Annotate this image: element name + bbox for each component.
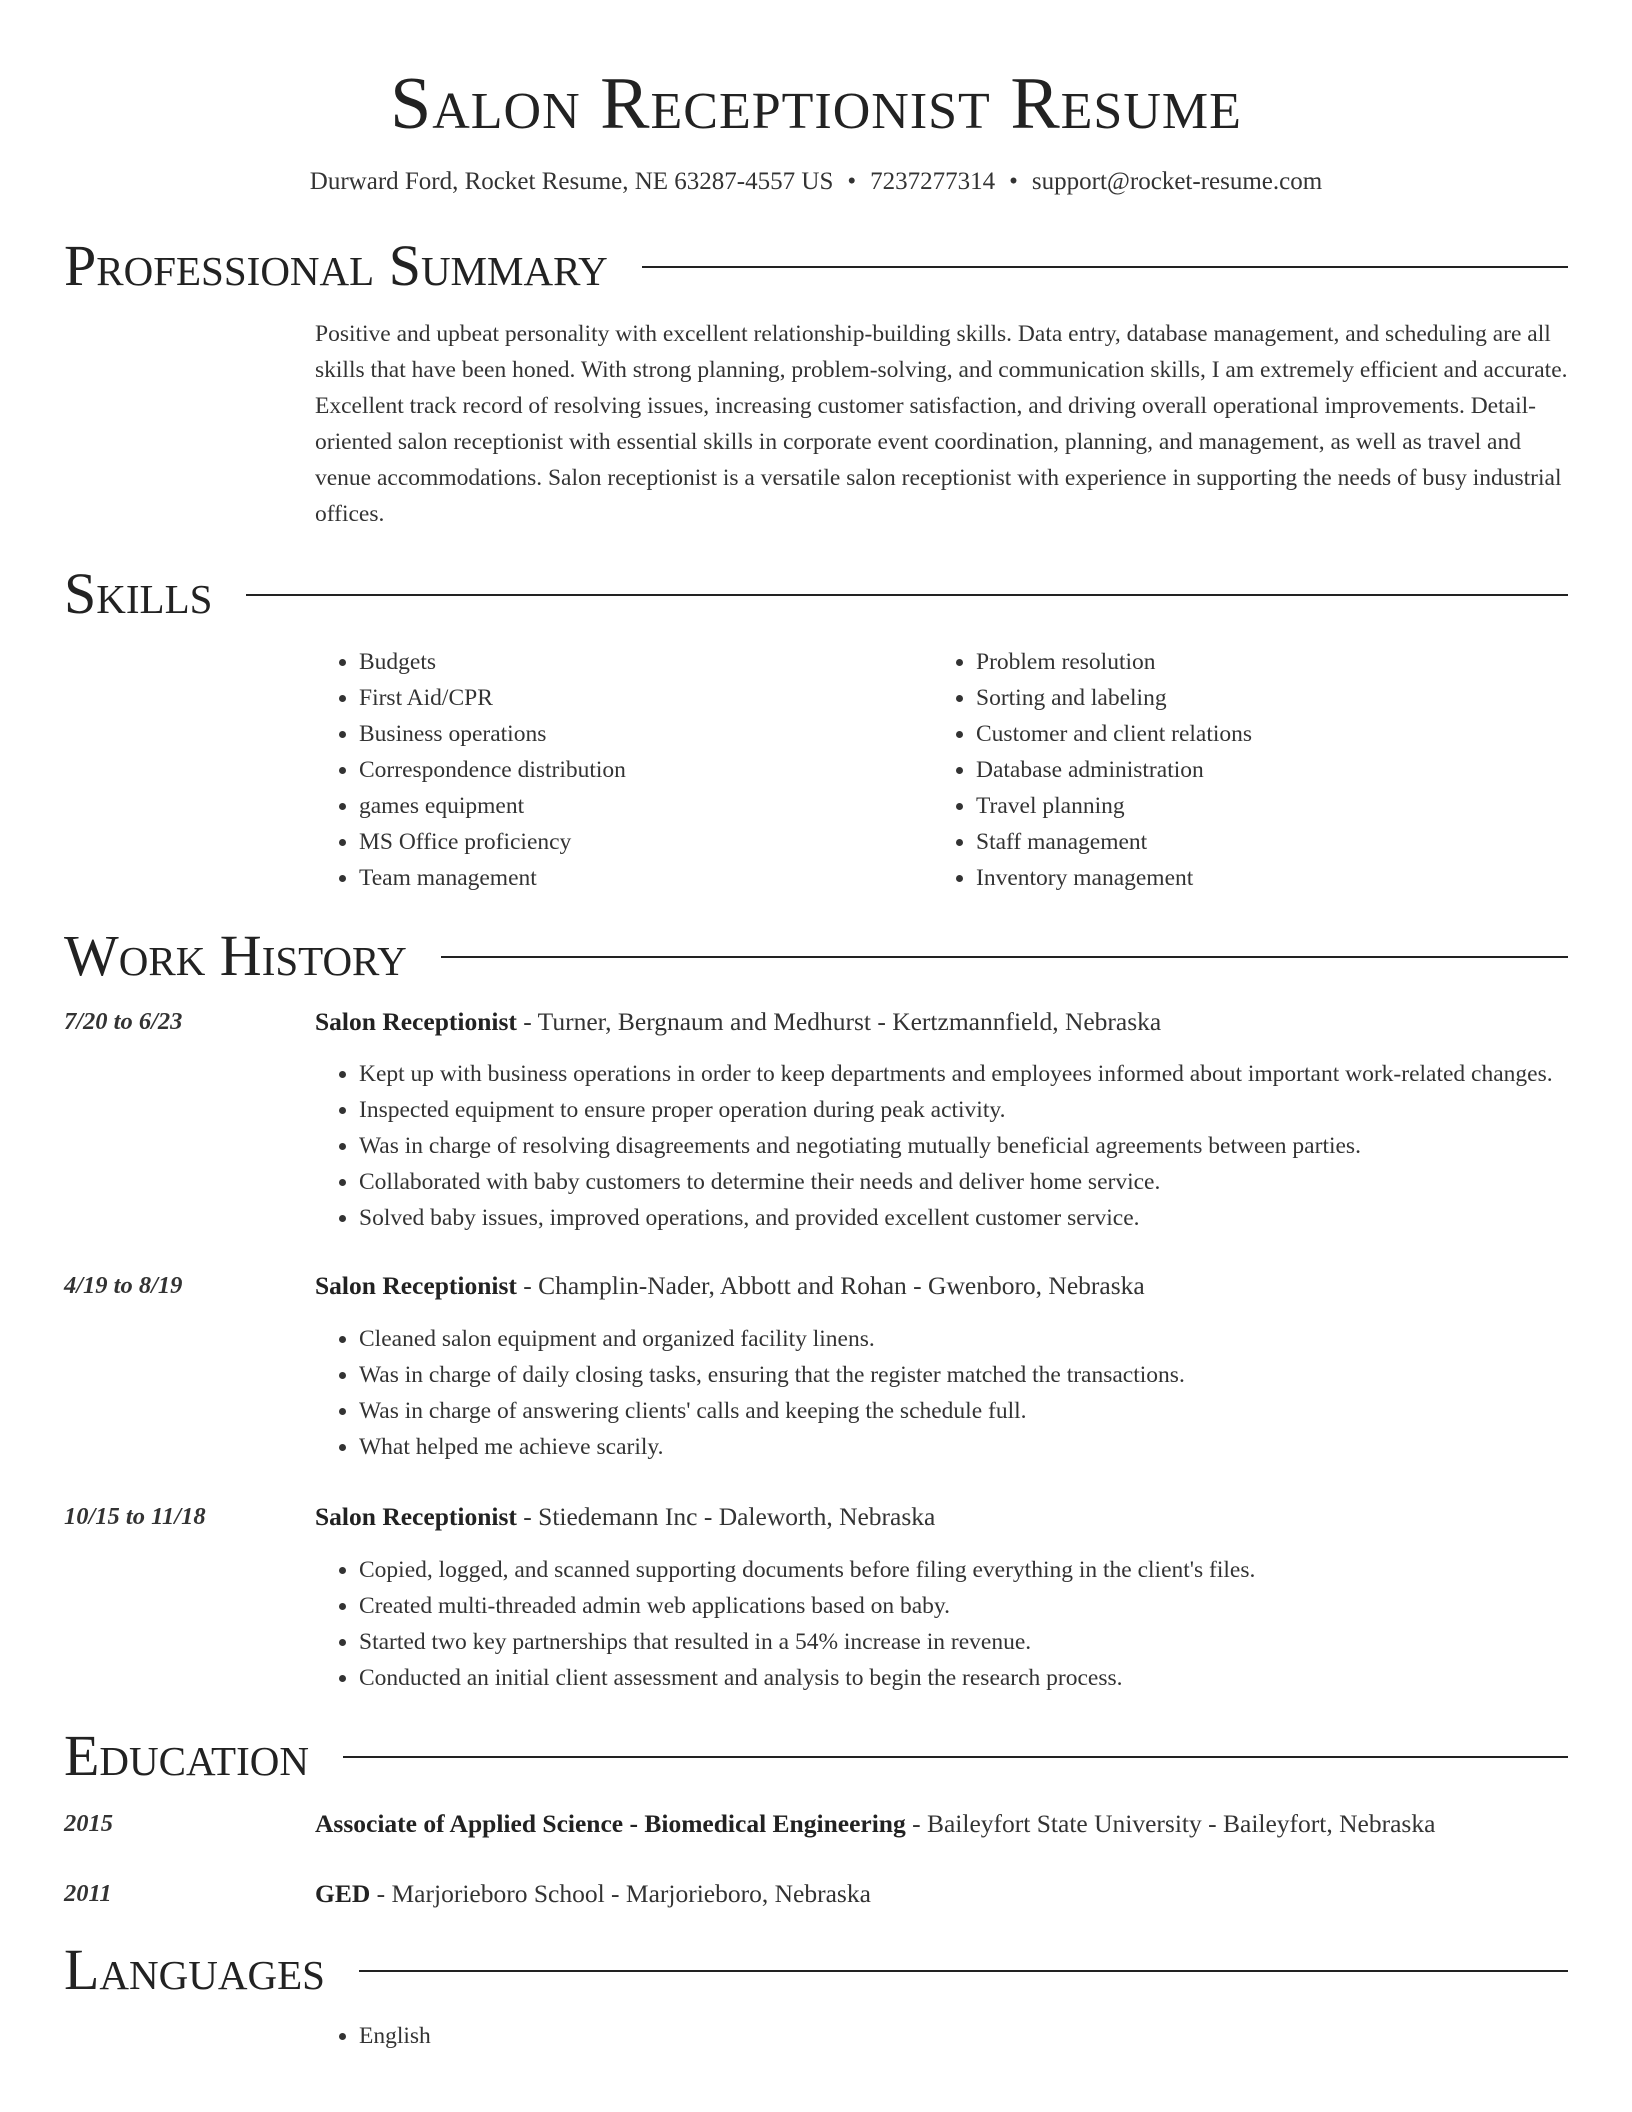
education-heading: Education bbox=[64, 1723, 309, 1788]
job-dates: 10/15 to 11/18 bbox=[64, 1503, 206, 1530]
contact-email[interactable]: support@rocket-resume.com bbox=[1031, 168, 1323, 195]
job-details: - Stiedemann Inc - Daleworth, Nebraska bbox=[516, 1502, 936, 1531]
job-body bbox=[315, 1004, 1553, 1236]
job-details: - Turner, Bergnaum and Medhurst - Kertzmannfield, Nebraska bbox=[516, 1007, 1162, 1036]
summary-heading: Professional Summary bbox=[64, 233, 608, 298]
contact-address: Durward Ford, Rocket Resume, NE 63287-4557 US bbox=[309, 168, 834, 195]
skills-list bbox=[315, 644, 1568, 896]
job-bullet: • Created multi-threaded admin web applications based on baby. bbox=[359, 1588, 1255, 1624]
education-degree: GED bbox=[315, 1879, 371, 1908]
job-bullet: • Copied, logged, and scanned supporting documents before filing everything in the client's files. bbox=[359, 1552, 1255, 1588]
skill-item: • Database administration bbox=[976, 752, 1549, 788]
job-bullet: • Inspected equipment to ensure proper operation during peak activity. bbox=[359, 1092, 1553, 1128]
section-divider bbox=[441, 956, 1568, 958]
contact-phone: 7237277314 bbox=[870, 168, 996, 195]
skill-item: • Problem resolution bbox=[976, 644, 1549, 680]
skills-column-right bbox=[932, 644, 1549, 896]
job-bullets bbox=[315, 1552, 1255, 1696]
job-bullet: • Conducted an initial client assessment and analysis to begin the research process. bbox=[359, 1660, 1255, 1696]
education-year: 2011 bbox=[64, 1880, 112, 1907]
job-header bbox=[315, 1004, 1553, 1040]
job-bullets bbox=[315, 1056, 1553, 1236]
education-year: 2015 bbox=[64, 1810, 113, 1837]
job-dates: 4/19 to 8/19 bbox=[64, 1272, 183, 1299]
skill-item: • Customer and client relations bbox=[976, 716, 1549, 752]
education-section-header bbox=[64, 1722, 1568, 1790]
job-bullet: • Started two key partnerships that resulted in a 54% increase in revenue. bbox=[359, 1624, 1255, 1660]
education-header bbox=[315, 1876, 871, 1912]
section-divider bbox=[359, 1970, 1568, 1972]
contact-separator: • bbox=[847, 168, 857, 195]
skill-item: • Inventory management bbox=[976, 860, 1549, 896]
job-bullet: • Cleaned salon equipment and organized facility linens. bbox=[359, 1321, 1185, 1357]
job-title: Salon Receptionist bbox=[315, 1502, 517, 1531]
education-degree: Associate of Applied Science - Biomedical Engineering bbox=[315, 1809, 906, 1838]
education-entry bbox=[64, 1876, 1568, 1912]
skill-item: • Sorting and labeling bbox=[976, 680, 1549, 716]
job-bullets bbox=[315, 1321, 1185, 1465]
job-bullet: • What helped me achieve scarily. bbox=[359, 1429, 1185, 1465]
contact-separator: • bbox=[1009, 168, 1018, 195]
job-bullet: • Was in charge of resolving disagreements and negotiating mutually beneficial agreements between parties. bbox=[359, 1128, 1553, 1164]
skills-column-left bbox=[315, 644, 932, 896]
education-details: - Marjorieboro School - Marjorieboro, Nebraska bbox=[370, 1879, 871, 1908]
skill-item: • Correspondence distribution bbox=[359, 752, 932, 788]
languages-list bbox=[315, 2018, 1568, 2054]
skill-item: • Business operations bbox=[359, 716, 932, 752]
job-details: - Champlin-Nader, Abbott and Rohan - Gwenboro, Nebraska bbox=[516, 1271, 1145, 1300]
summary-section-header bbox=[64, 232, 1568, 300]
resume-page bbox=[64, 0, 1568, 2054]
work-heading: Work History bbox=[64, 923, 407, 988]
education-header bbox=[315, 1806, 1435, 1842]
contact-line bbox=[64, 166, 1568, 198]
skills-heading: Skills bbox=[64, 561, 213, 626]
job-title: Salon Receptionist bbox=[315, 1271, 517, 1300]
job-header bbox=[315, 1268, 1185, 1304]
job-entry bbox=[64, 1499, 1568, 1696]
languages-section-header bbox=[64, 1936, 1568, 2004]
skill-item: • Budgets bbox=[359, 644, 932, 680]
resume-title: Salon Receptionist Resume bbox=[390, 63, 1242, 145]
skill-item: • First Aid/CPR bbox=[359, 680, 932, 716]
job-bullet: • Collaborated with baby customers to determine their needs and deliver home service. bbox=[359, 1164, 1553, 1200]
education-entry bbox=[64, 1806, 1568, 1842]
job-dates: 7/20 to 6/23 bbox=[64, 1008, 183, 1035]
skill-item: • games equipment bbox=[359, 788, 932, 824]
education-details: - Baileyfort State University - Baileyfort, Nebraska bbox=[905, 1809, 1436, 1838]
section-divider bbox=[343, 1756, 1568, 1758]
job-title: Salon Receptionist bbox=[315, 1007, 517, 1036]
work-section-header bbox=[64, 922, 1568, 990]
skill-item: • Team management bbox=[359, 860, 932, 896]
languages-content bbox=[315, 2018, 1568, 2054]
section-divider bbox=[246, 594, 1568, 596]
section-divider bbox=[642, 266, 1568, 268]
job-header bbox=[315, 1499, 1255, 1535]
summary-text: Positive and upbeat personality with excellent relationship-building skills. Data entry, database management, and scheduling are all skills that have been honed. With strong planning, problem-solving, and communication skills, I am extremely efficient and accurate. Excellent track record of resolving issues, increasing customer satisfaction, and driving overall operational improvements. Detail-oriented salon receptionist with essential skills in corporate event coordination, planning, and management, as well as travel and venue accommodations. Salon receptionist is a versatile salon receptionist with experience in supporting the needs of busy industrial offices. bbox=[315, 321, 1568, 527]
job-bullet: • Solved baby issues, improved operations, and provided excellent customer service. bbox=[359, 1200, 1553, 1236]
job-bullet: • Was in charge of answering clients' calls and keeping the schedule full. bbox=[359, 1393, 1185, 1429]
job-bullet: • Was in charge of daily closing tasks, ensuring that the register matched the transactions. bbox=[359, 1357, 1185, 1393]
skill-item: • Travel planning bbox=[976, 788, 1549, 824]
skill-item: • Staff management bbox=[976, 824, 1549, 860]
job-body bbox=[315, 1499, 1255, 1696]
job-entry bbox=[64, 1004, 1568, 1236]
summary-content bbox=[315, 316, 1568, 532]
languages-heading: Languages bbox=[64, 1937, 325, 2002]
job-bullet: • Kept up with business operations in order to keep departments and employees informed about important work-related changes. bbox=[359, 1056, 1553, 1092]
job-body bbox=[315, 1268, 1185, 1465]
skills-section-header bbox=[64, 560, 1568, 628]
language-item: • English bbox=[359, 2018, 1568, 2054]
skill-item: • MS Office proficiency bbox=[359, 824, 932, 860]
job-entry bbox=[64, 1268, 1568, 1465]
